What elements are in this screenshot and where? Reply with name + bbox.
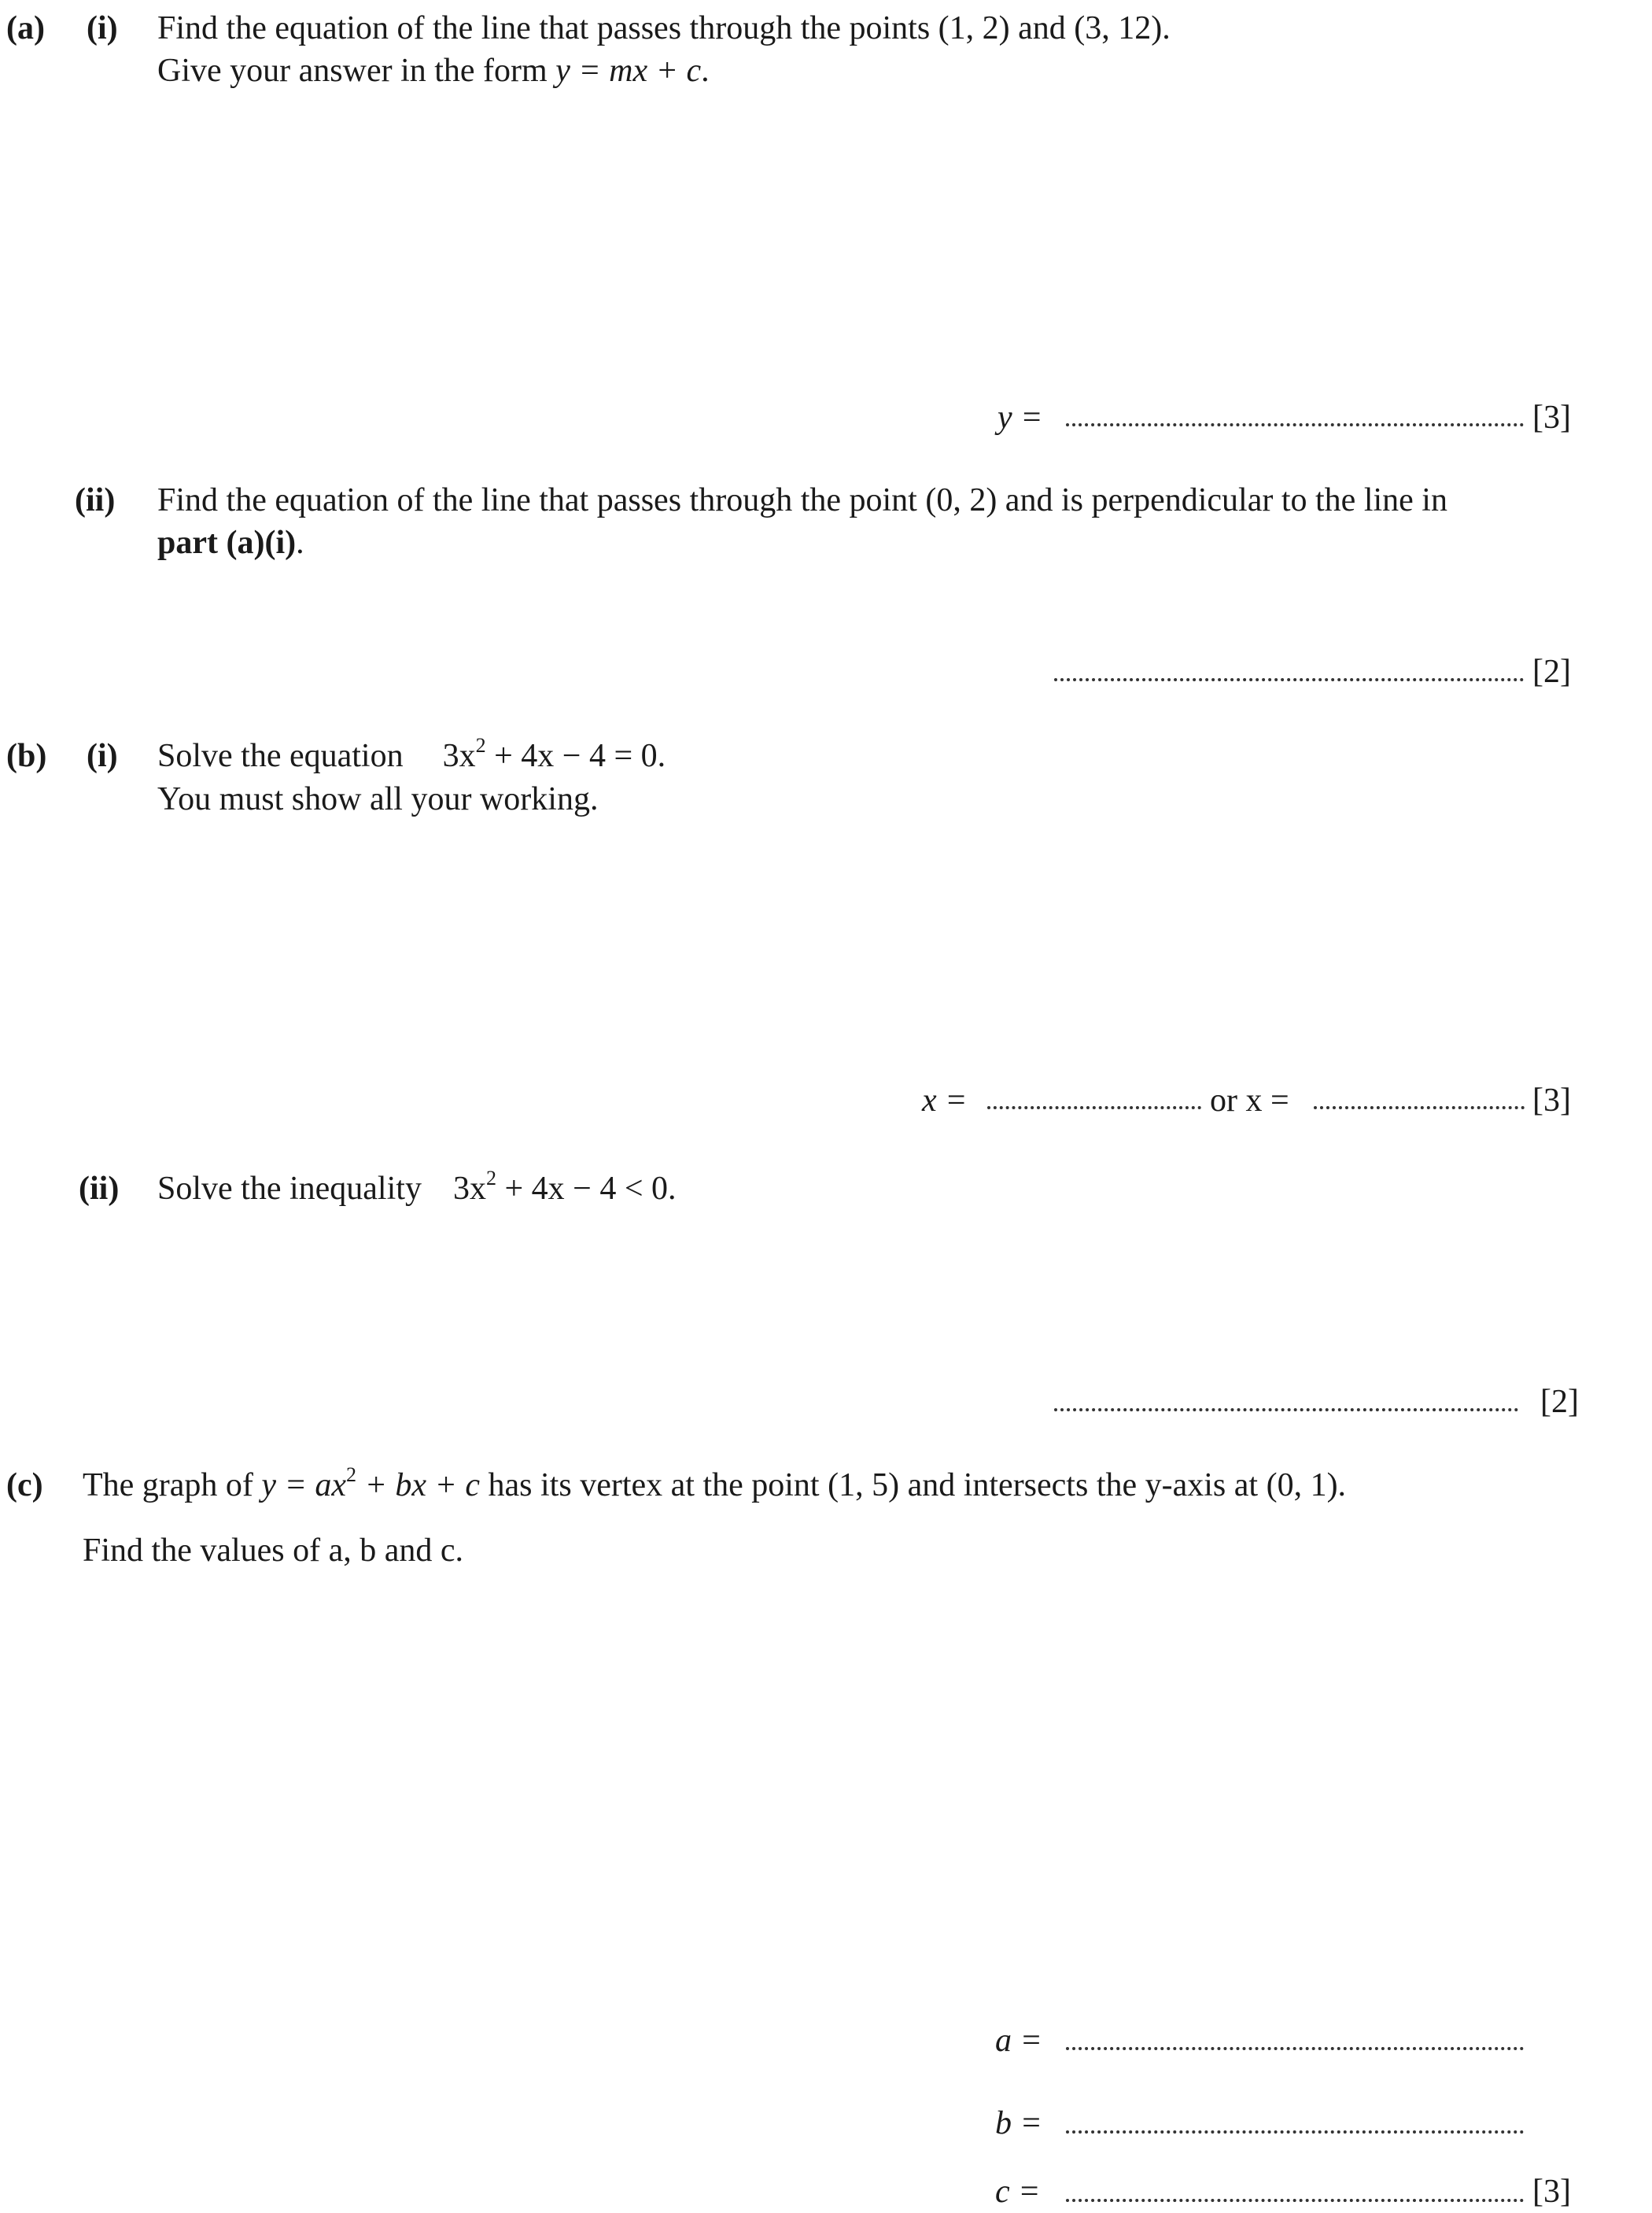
answer-line-c-c[interactable] bbox=[1066, 2199, 1524, 2202]
answer-b-label: b = bbox=[995, 2105, 1042, 2141]
form-equation: y = mx + c bbox=[555, 53, 702, 89]
answer-line-a-ii[interactable] bbox=[1054, 678, 1524, 681]
part-a-i-instruction: Give your answer in the form y = mx + c. bbox=[157, 53, 710, 89]
marks-a-i: [3] bbox=[1532, 400, 1571, 436]
equation-c: $y = ax^2$ + bx + c bbox=[261, 1463, 481, 1503]
answer-line-b-i-second[interactable] bbox=[1314, 1106, 1525, 1109]
answer-line-c-b[interactable] bbox=[1066, 2130, 1524, 2134]
part-b-i-question: Solve the equation $3x^2 + 4x - 4 = 0$. bbox=[157, 734, 666, 774]
part-a-ii-reference: part (a)(i). bbox=[157, 525, 304, 561]
part-a-ii-question: Find the equation of the line that passes through the point (0, 2) and is perpendicular to the line in bbox=[157, 482, 1447, 518]
part-a-i-label: (i) bbox=[87, 10, 118, 46]
inequality-b-ii: $3x^2 + 4x - 4 < 0$. bbox=[452, 1167, 677, 1207]
answer-line-b-ii[interactable] bbox=[1054, 1408, 1518, 1411]
part-c-instruction: Find the values of a, b and c. bbox=[83, 1533, 464, 1569]
part-c-label: (c) bbox=[6, 1467, 43, 1503]
marks-c: [3] bbox=[1532, 2174, 1571, 2210]
answer-line-b-i-first[interactable] bbox=[987, 1106, 1201, 1109]
part-b-i-instruction: You must show all your working. bbox=[157, 781, 599, 817]
answer-y-label: y = bbox=[997, 400, 1043, 436]
answer-x2-label: or x = bbox=[1210, 1083, 1289, 1119]
part-b-i-label: (i) bbox=[87, 738, 118, 774]
part-a-i-question: Find the equation of the line that passes through the points (1, 2) and (3, 12). bbox=[157, 10, 1171, 46]
marks-a-ii: [2] bbox=[1532, 654, 1571, 690]
marks-b-i: [3] bbox=[1532, 1083, 1571, 1119]
part-a-label: (a) bbox=[6, 10, 45, 46]
marks-b-ii: [2] bbox=[1540, 1384, 1579, 1420]
answer-line-c-a[interactable] bbox=[1066, 2047, 1524, 2050]
answer-c-label: c = bbox=[995, 2174, 1041, 2210]
answer-line-a-i[interactable] bbox=[1066, 423, 1524, 426]
equation-b-i: $3x^2 + 4x - 4 = 0$. bbox=[442, 734, 666, 774]
answer-x1-label: x = bbox=[922, 1083, 968, 1119]
part-b-ii-question: Solve the inequality $3x^2 + 4x - 4 < 0$. bbox=[157, 1167, 677, 1207]
part-b-label: (b) bbox=[6, 738, 47, 774]
part-c-question: The graph of $y = ax^2$ + bx + c has its vertex at the point (1, 5) and intersects the y-axis at (0, 1). bbox=[83, 1463, 1347, 1503]
part-b-ii-label: (ii) bbox=[79, 1171, 120, 1207]
answer-a-label: a = bbox=[995, 2023, 1042, 2059]
part-a-ii-label: (ii) bbox=[75, 482, 116, 518]
